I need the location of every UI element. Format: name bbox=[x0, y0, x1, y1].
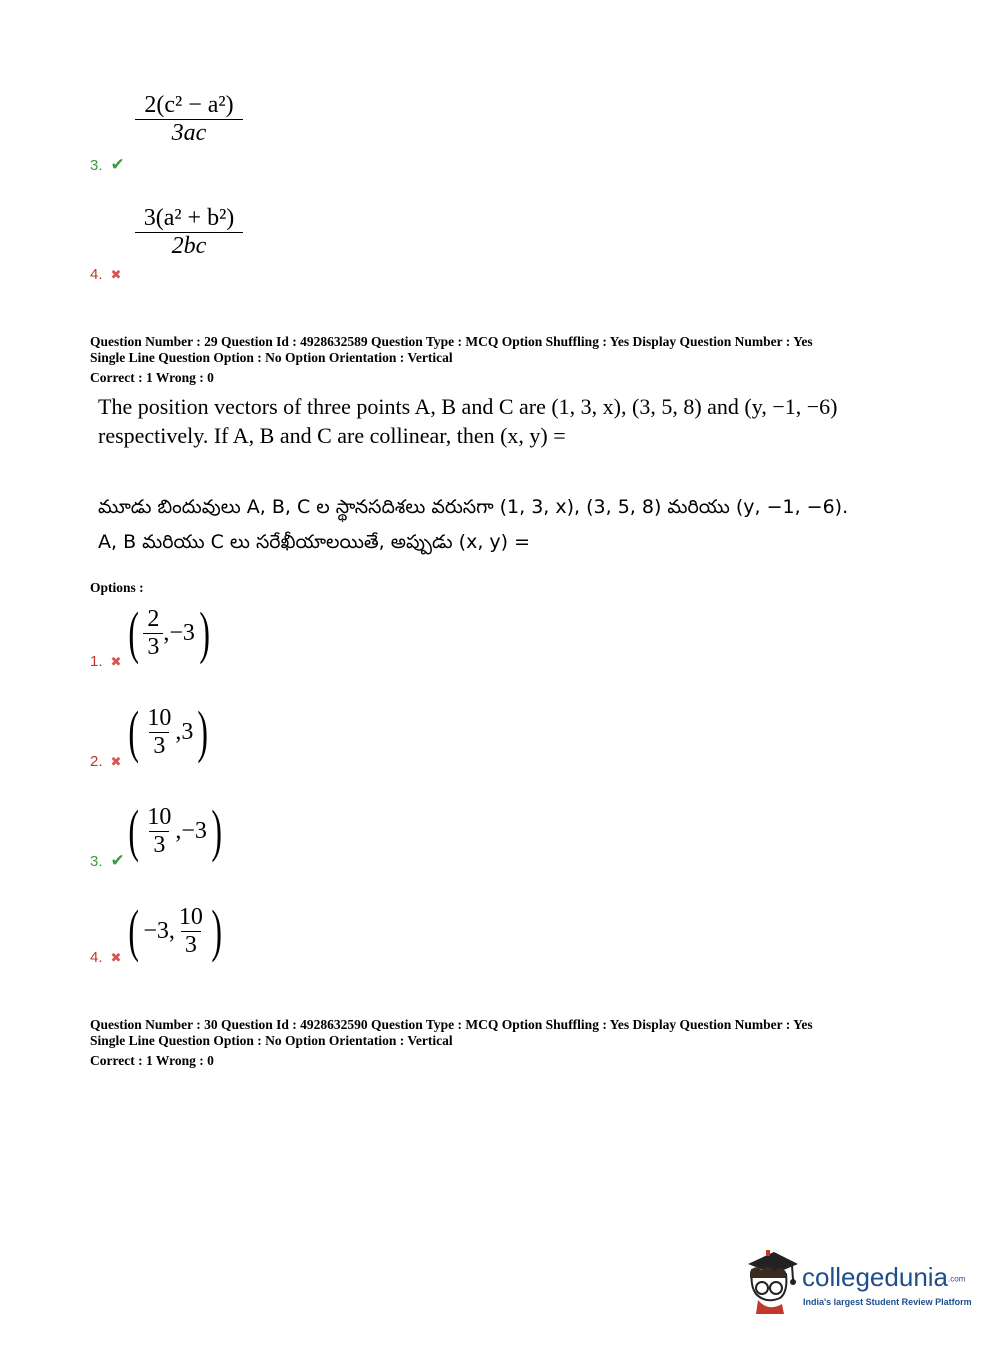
q29-option-4[interactable] bbox=[90, 949, 121, 966]
question-29-text-te bbox=[98, 490, 918, 560]
q29-option-2[interactable] bbox=[90, 753, 121, 770]
prev-option-3 bbox=[90, 155, 125, 175]
option-number: 2. bbox=[90, 753, 103, 770]
logo-tagline: India's largest Student Review Platform bbox=[803, 1297, 972, 1307]
cross-icon: ✖ bbox=[110, 653, 122, 669]
logo-name: collegedunia bbox=[802, 1262, 949, 1292]
question-line-1: The position vectors of three points A, B and C are (1, 3, x), (3, 5, 8) and (y, −1, −6) bbox=[98, 394, 838, 419]
fraction-numerator: 2 bbox=[147, 605, 160, 632]
meta-line-2: Single Line Question Option : No Option Orientation : Vertical bbox=[90, 1033, 453, 1048]
prev-option-3-expression: $\frac{\text{2(c² − a²)}}{3ac}$ bbox=[135, 92, 243, 147]
fraction-denominator: 3 bbox=[149, 831, 169, 859]
fraction-denominator: 3 bbox=[181, 931, 201, 959]
q29-option-4-expression: ( −3 , $\frac{10}{3}$ ) bbox=[128, 898, 222, 963]
option-number: 1. bbox=[90, 653, 103, 670]
fraction-numerator: 10 bbox=[178, 903, 203, 930]
cross-icon: ✖ bbox=[110, 949, 122, 965]
denominator: 2bc bbox=[171, 233, 207, 259]
prev-option-4-expression: $\frac{\text{3(a² + b²)}}{2bc}$ bbox=[135, 205, 243, 260]
first-value: −3 bbox=[143, 917, 169, 944]
second-value: 3 bbox=[181, 718, 194, 745]
prev-option-4 bbox=[90, 266, 121, 283]
check-icon: ✔ bbox=[110, 851, 125, 870]
collegedunia-logo bbox=[740, 1250, 980, 1320]
meta-line-1: Question Number : 30 Question Id : 4928632590 Question Type : MCQ Option Shuffling : Yes Display Question Number : Yes bbox=[90, 1017, 813, 1032]
denominator: 3ac bbox=[171, 120, 207, 146]
marks: Correct : 1 Wrong : 0 bbox=[90, 370, 214, 385]
second-value: −3 bbox=[169, 619, 195, 646]
options-label: Options : bbox=[90, 580, 144, 595]
fraction-denominator: 3 bbox=[149, 732, 169, 760]
question-line-2: respectively. If A, B and C are collinear, then (x, y) = bbox=[98, 423, 566, 448]
cross-icon: ✖ bbox=[110, 266, 122, 282]
question-29-text-en bbox=[98, 392, 918, 450]
coef: 2 bbox=[144, 92, 157, 118]
q29-option-2-expression: ( $\frac{10}{3}$ , 3 ) bbox=[128, 699, 209, 764]
meta-line-2: Single Line Question Option : No Option Orientation : Vertical bbox=[90, 350, 453, 365]
coef: 3 bbox=[143, 205, 156, 231]
telugu-line-2: A, B మరియు C లు సరేఖీయాలయితే, అప్పుడు (x, y) = bbox=[98, 531, 531, 553]
fraction-numerator: 10 bbox=[147, 803, 172, 830]
numerator-inner: c² − a² bbox=[164, 92, 226, 118]
option-number: 3. bbox=[90, 852, 103, 870]
option-number: 4. bbox=[90, 949, 103, 966]
numerator-inner: a² + b² bbox=[163, 205, 227, 231]
question-29-meta bbox=[90, 334, 813, 386]
second-value: −3 bbox=[181, 817, 207, 844]
cross-icon: ✖ bbox=[110, 753, 122, 769]
check-icon: ✔ bbox=[110, 155, 125, 174]
q29-option-1-expression: ( $\frac{2}{3}$ , −3 ) bbox=[128, 600, 210, 665]
q29-option-3[interactable] bbox=[90, 851, 125, 871]
q29-option-1[interactable] bbox=[90, 653, 121, 670]
marks: Correct : 1 Wrong : 0 bbox=[90, 1053, 214, 1068]
q29-option-3-expression: ( $\frac{10}{3}$ , −3 ) bbox=[128, 798, 222, 863]
option-number: 4. bbox=[90, 266, 103, 283]
meta-line-1: Question Number : 29 Question Id : 4928632589 Question Type : MCQ Option Shuffling : Yes Display Question Number : Yes bbox=[90, 334, 813, 349]
question-30-meta bbox=[90, 1017, 813, 1069]
fraction-denominator: 3 bbox=[143, 633, 163, 661]
fraction-numerator: 10 bbox=[147, 704, 172, 731]
logo-suffix: .com bbox=[948, 1274, 966, 1284]
telugu-line-1: మూడు బిందువులు A, B, C ల స్థానసదిశలు వరుసగా (1, 3, x), (3, 5, 8) మరియు (y, −1, −6). bbox=[98, 496, 849, 518]
option-number: 3. bbox=[90, 156, 103, 174]
mascot-icon bbox=[740, 1250, 800, 1316]
